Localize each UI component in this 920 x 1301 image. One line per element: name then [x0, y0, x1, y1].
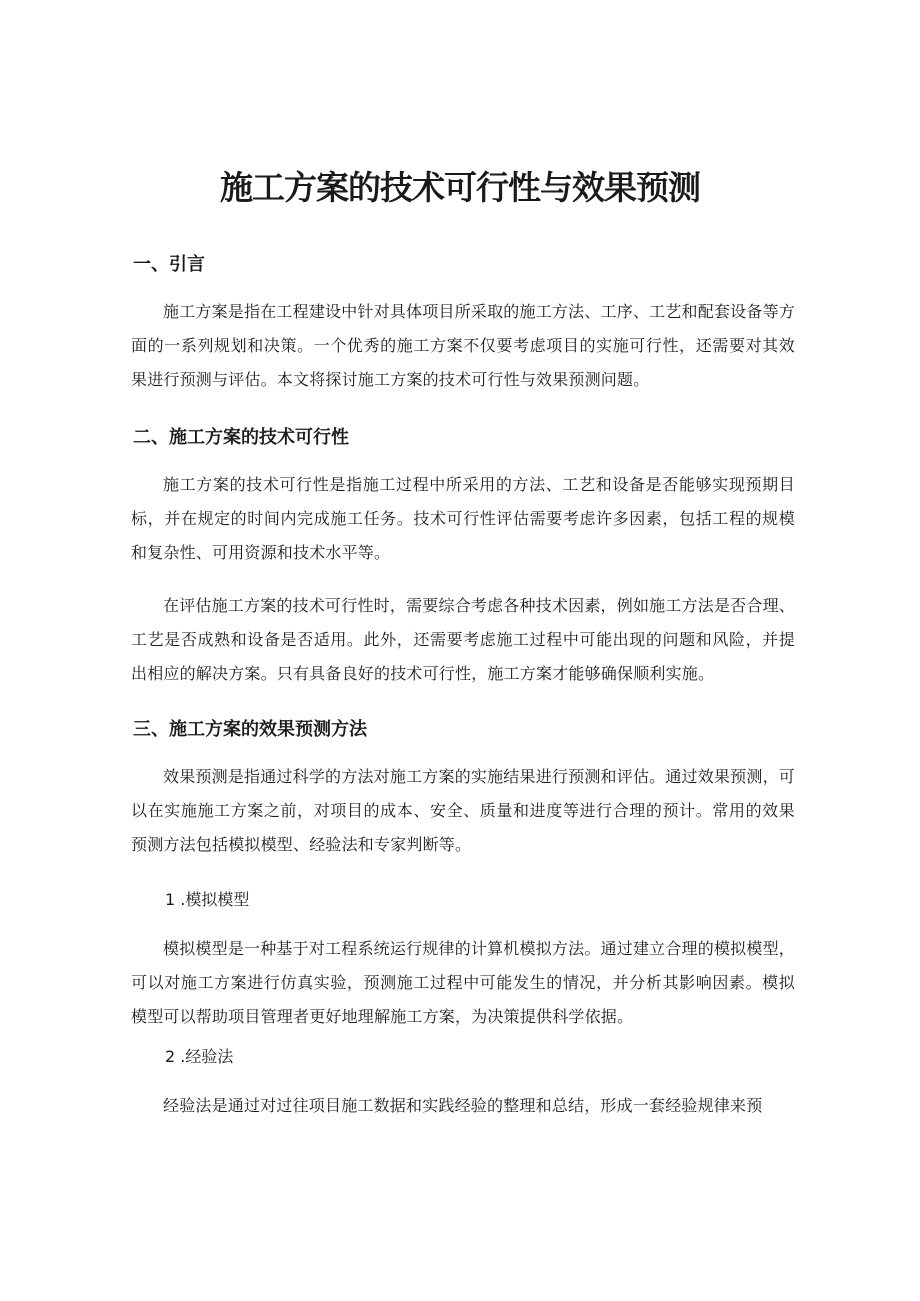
section-heading-prediction: 三、施工方案的效果预测方法 — [133, 719, 367, 740]
paragraph-simulation: 模拟模型是一种基于对工程系统运行规律的计算机模拟方法。通过建立合理的模拟模型，可以对施工方案进行仿真实验，预测施工过程中可能发生的情况，并分析其影响因素。模拟模型可以帮助项目管理者更好地理解施工方案，为决策提供科学依据。 — [131, 939, 795, 1026]
paragraph-experience: 经验法是通过对过往项目施工数据和实践经验的整理和总结，形成一套经验规律来预 — [163, 1096, 763, 1115]
paragraph-feasibility-1: 施工方案的技术可行性是指施工过程中所采用的方法、工艺和设备是否能够实现预期目标，并在规定的时间内完成施工任务。技术可行性评估需要考虑许多因素，包括工程的规模和复杂性、可用资源和技术水平等。 — [131, 475, 795, 562]
paragraph-prediction: 效果预测是指通过科学的方法对施工方案的实施结果进行预测和评估。通过效果预测，可以在实施施工方案之前，对项目的成本、安全、质量和进度等进行合理的预计。常用的效果预测方法包括模拟模型、经验法和专家判断等。 — [131, 767, 795, 854]
section-heading-intro: 一、引言 — [133, 254, 205, 275]
section-heading-feasibility: 二、施工方案的技术可行性 — [133, 427, 349, 448]
subsection-heading-experience: 2 .经验法 — [165, 1047, 234, 1066]
subsection-heading-simulation: 1 .模拟模型 — [165, 890, 250, 909]
paragraph-feasibility-2: 在评估施工方案的技术可行性时，需要综合考虑各种技术因素，例如施工方法是否合理、工艺是否成熟和设备是否适用。此外，还需要考虑施工过程中可能出现的问题和风险，并提出相应的解决方案。只有具备良好的技术可行性，施工方案才能够确保顺利实施。 — [131, 596, 795, 683]
document-title: 施工方案的技术可行性与效果预测 — [220, 168, 700, 207]
paragraph-intro: 施工方案是指在工程建设中针对具体项目所采取的施工方法、工序、工艺和配套设备等方面的一系列规划和决策。一个优秀的施工方案不仅要考虑项目的实施可行性，还需要对其效果进行预测与评估。本文将探讨施工方案的技术可行性与效果预测问题。 — [131, 302, 795, 389]
